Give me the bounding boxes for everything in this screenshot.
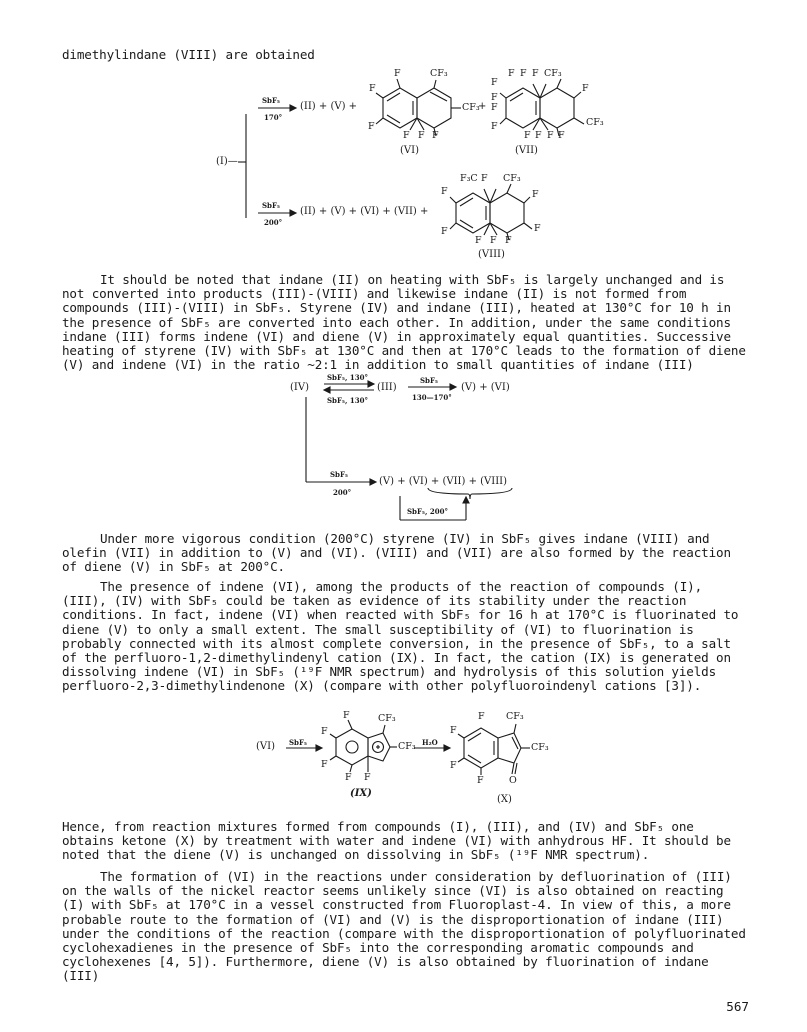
atom-cf3: CF₃ [503,173,521,184]
label-IX: (IX) [350,788,372,799]
atom-f: F [490,235,497,246]
atom-f: F [481,173,488,184]
reactant-I: (I)— [216,156,238,167]
reagent-sbf5-200: SbF₅, 200° [407,507,448,516]
reagent-back: SbF₅, 130° [327,396,368,405]
atom-f3c: F₃C [460,173,478,184]
atom-f: F [491,121,498,132]
temp-200: 200° [264,218,283,227]
atom-f: F [532,68,539,79]
atom-f: F [403,130,410,141]
label-VI: (VI) [400,145,419,156]
atom-cf3: CF₃ [430,68,448,79]
paragraph-intro: dimethylindane (VIII) are obtained [62,47,315,62]
reagent-sbf5: SbF₅ [330,470,348,479]
atom-f: F [321,726,328,737]
temp-170: 170° [264,113,283,122]
label-VII: (VII) [515,145,538,156]
atom-f: F [478,711,485,722]
atom-cf3: CF₃ [544,68,562,79]
atom-f: F [547,130,554,141]
atom-o: O [509,775,517,786]
products-V-VIII: (V) + (VI) + (VII) + (VIII) [379,476,508,487]
atom-cf3: CF₃ [378,713,396,724]
atom-f: F [477,775,484,786]
label-X: (X) [497,794,512,805]
atom-f: F [491,102,498,113]
atom-f: F [491,77,498,88]
reagent-sbf5: SbF₅ [289,738,307,747]
page-number: 567 [726,999,749,1014]
atom-f: F [508,68,515,79]
atom-f: F [368,121,375,132]
atom-cf3: CF₃ [586,117,604,128]
atom-cf3: CF₃ [506,711,524,722]
atom-f: F [345,772,352,783]
atom-f: F [369,83,376,94]
atom-cf3: CF₃ [531,742,549,753]
atom-f: F [532,189,539,200]
atom-f: F [450,725,457,736]
temp-200: 200° [333,488,352,497]
reagent-h2o: H₂O [422,738,438,747]
atom-f: F [418,130,425,141]
paragraph-3: The presence of indene (VI), among the products of the reaction of compounds (I), (III), (IV) with SbF₅ could be taken as evidence of its stability under the reaction conditions. In fact, indene (VI) when reacted with SbF₅ for 16 h at 170°C is fluorinated to diene (V) to only a small extent. The small susceptibility of (VI) to fluorination is probably connected with its almost complete conversion, in the presence of SbF₅, to a salt of the perfluoro-1,2-dimethylindenyl cation (IX). In fact, the cation (IX) is generated on dissolving indene (VI) in SbF₅ (¹⁹F NMR spectrum) and hydrolysis of this solution yields perfluoro-2,3-dimethylindenone (X) (compare with other polyfluoroindenyl cations [3]). [62,579,746,694]
reagent-sbf5-top: SbF₅ [262,96,280,105]
products-bottom: (II) + (V) + (VI) + (VII) + [300,206,429,217]
paragraph-1: It should be noted that indane (II) on heating with SbF₅ is largely unchanged and is not converted into products (III)-(VIII) and likewise indane (II) is not formed from compounds (III)-(VIII) in SbF₅. Styrene (IV) and indane (III), heated at 130°C for 10 h in the presence of SbF₅ are converted into each other. In addition, under the same conditions indane (III) forms indene (VI) and diene (V) in approximately equal quantities. Successive heating of styrene (IV) with SbF₅ at 130°C and then at 170°C leads to the formation of diene (V) and indene (VI) in the ratio ~2:1 in addition to small quantities of indane (III) [62,272,754,373]
atom-f: F [432,130,439,141]
atom-f: F [475,235,482,246]
atom-f: F [441,186,448,197]
reagent-sbf5-bottom: SbF₅ [262,201,280,210]
label-VIII: (VIII) [478,249,505,260]
label-III: (III) [377,382,397,393]
atom-f: F [524,130,531,141]
atom-f: F [450,760,457,771]
atom-f: F [520,68,527,79]
plus-sign: + [478,101,487,112]
atom-f: F [321,759,328,770]
atom-f: F [491,92,498,103]
atom-f: F [535,130,542,141]
reagent-fwd: SbF₅, 130° [327,373,368,382]
atom-cf3: CF₃ [398,741,416,752]
atom-f: F [582,83,589,94]
products-V-VI: (V) + (VI) [461,382,510,393]
products-top: (II) + (V) + [300,101,358,112]
paragraph-4: Hence, from reaction mixtures formed from compounds (I), (III), and (IV) and SbF₅ one obtains ketone (X) by treatment with water and indene (VI) with anhydrous HF. It should be noted that the diene (V) is unchanged on dissolving in SbF₅ (¹⁹F NMR spectrum). [62,819,739,863]
reagent-sbf5: SbF₅ [420,376,438,385]
paragraph-5: The formation of (VI) in the reactions under consideration by defluorination of (III) on the walls of the nickel reactor seems unlikely since (VI) is also obtained on reacting (I) with SbF₅ at 170°C in a vessel constructed from Fluoroplast-4. In view of this, a more probable route to the formation of (VI) and (V) is the disproportionation of indane (III) under the conditions of the reaction (compare with the disproportionation of polyfluorinated cyclohexadienes in the presence of SbF₅ into the corresponding aromatic compounds and cyclohexenes [4, 5]). Furthermore, diene (V) is also obtained by fluorination of indane (III) [62,869,754,984]
atom-f: F [441,226,448,237]
atom-f: F [505,235,512,246]
label-IV: (IV) [290,382,309,393]
atom-f: F [394,68,401,79]
atom-f: F [343,710,350,721]
temp-130-170: 130—170° [412,393,452,402]
label-VI-start: (VI) [256,741,275,752]
atom-f: F [558,130,565,141]
paragraph-2: Under more vigorous condition (200°C) styrene (IV) in SbF₅ gives indane (VIII) and olefin (VII) in addition to (V) and (VI). (VIII) and (VII) are also formed by the reaction of diene (V) in SbF₅ at 200°C. [62,531,739,575]
atom-f: F [364,772,371,783]
atom-cf3: CF₃ [462,102,480,113]
atom-f: F [534,223,541,234]
